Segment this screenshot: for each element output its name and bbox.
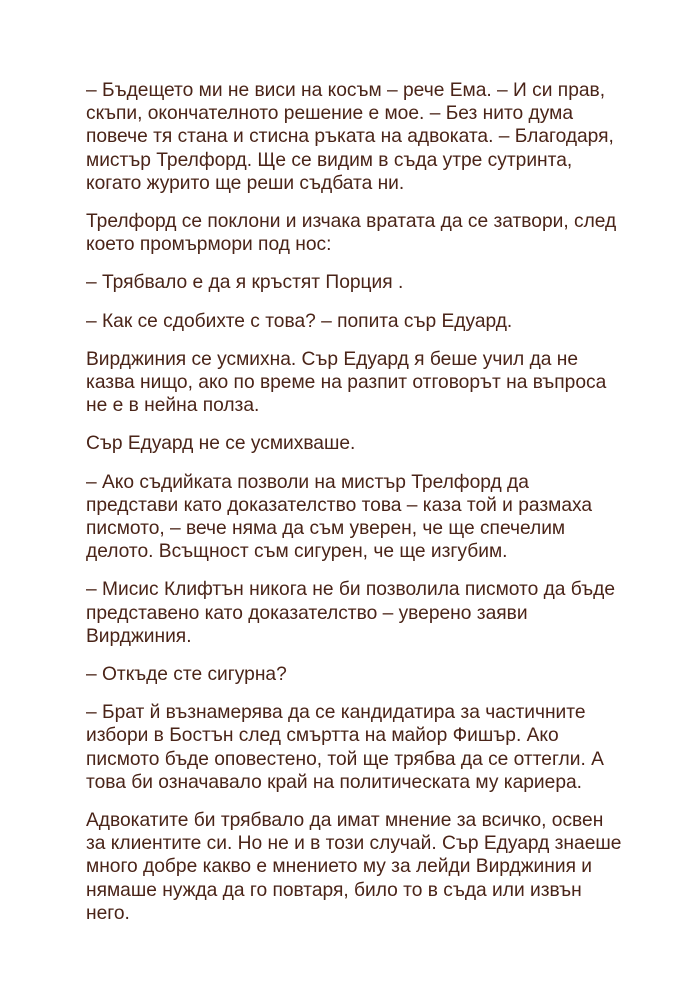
paragraph-10: – Брат й възнамерява да се кандидатира за частичните избори в Бостън след смъртта на майор Фишър. Ако писмото бъде оповестено, той ще трябва да се оттегли. А това би означавало край на политическата му кариера. <box>86 702 604 793</box>
paragraph-6: Сър Едуард не се усмихваше. <box>86 433 356 455</box>
paragraph-1: – Бъдещето ми не виси на косъм – рече Ема. – И си прав, скъпи, окончателното решение е мое. – Без нито дума повече тя стана и стисна ръката на адвоката. – Благодаря, мистър Трелфорд. Ще се видим в съда утре сутринта, когато журито ще реши съдбата ни. <box>86 80 614 194</box>
paragraph-8: – Мисис Клифтън никога не би позволила писмото да бъде представено като доказателство – уверено заяви Вирджиния. <box>86 579 616 647</box>
paragraph-7: – Ако съдийката позволи на мистър Трелфорд да представи като доказателство това – каза той и размаха писмото, – вече няма да съм уверен, че ще спечелим делото. Всъщност съм сигурен, че ще изгубим. <box>86 471 593 563</box>
paragraph-2: Трелфорд се поклони и изчака вратата да се затвори, след което промърмори под нос: <box>86 211 617 256</box>
paragraph-5: Вирджиния се усмихна. Сър Едуард я беше учил да не казва нищо, ако по време на разпит отговорът на въпроса не е в нейна полза. <box>86 348 607 417</box>
paragraph-4: – Как се сдобихте с това? – попита сър Едуард. <box>86 310 513 332</box>
paragraph-3: – Трябвало е да я кръстят Порция . <box>86 272 404 294</box>
paragraph-9: – Откъде сте сигурна? <box>86 664 287 686</box>
paragraph-11: Адвокатите би трябвало да имат мнение за всичко, освен за клиентите си. Но не и в този случай. Сър Едуард знаеше много добре какво е мнението му за лейди Вирджиния и нямаше нужда да го повтаря, било то в съда или извън него. <box>86 810 622 924</box>
document-body <box>86 79 626 940</box>
